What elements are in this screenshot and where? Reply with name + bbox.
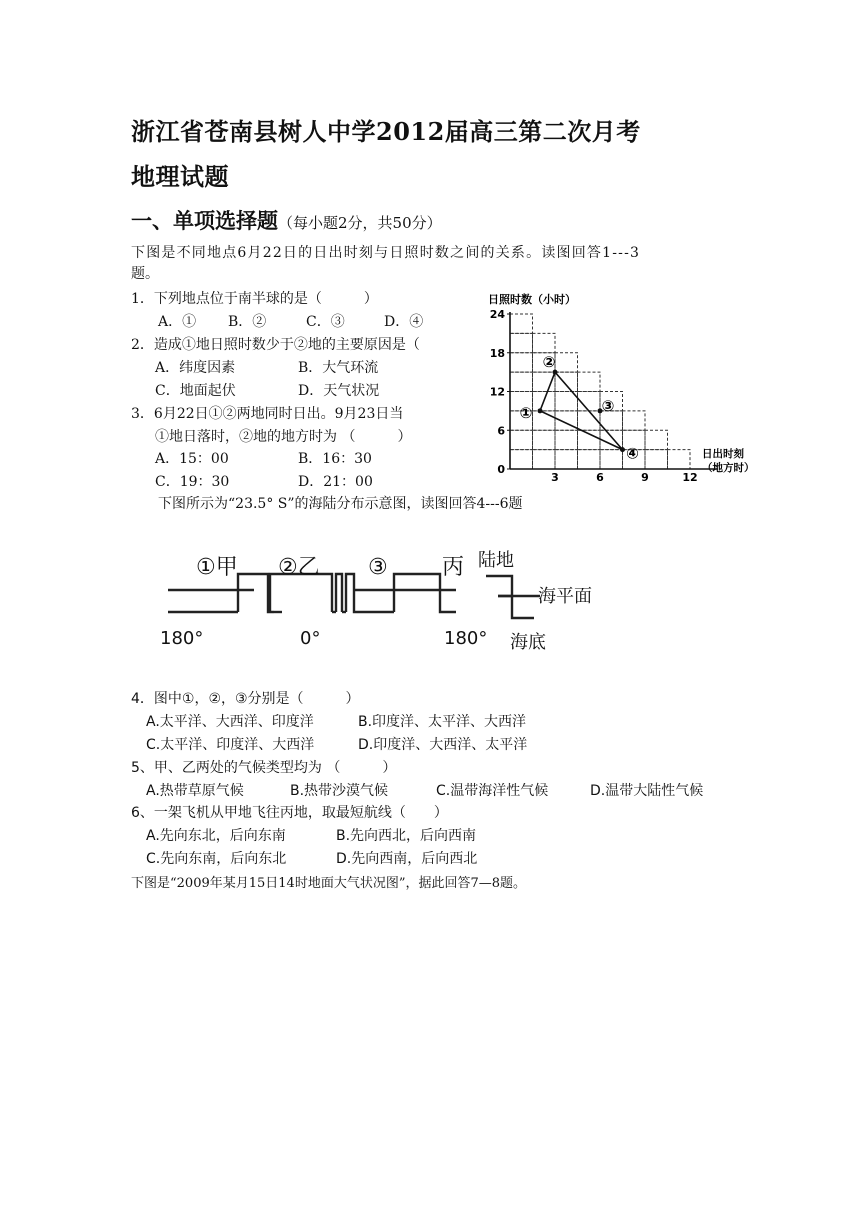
grid-cell [533, 430, 556, 449]
intro-1-line-1: 下图是不同地点6月22日的日出时刻与日照时数之间的关系。读图回答1---3 [131, 245, 641, 261]
q2-option-d: D．天气状况 [298, 383, 380, 399]
q1-option-b: B．② [228, 314, 267, 330]
q5-option-a: A.热带草原气候 [146, 783, 244, 799]
legend-sea-level-label: 海平面 [538, 586, 592, 607]
q4-option-a: A.太平洋、大西洋、印度洋 [146, 714, 314, 730]
q6-option-a: A.先向东北，后向东南 [146, 828, 286, 844]
profile-label-4: 丙 [442, 555, 465, 580]
profile-labels [196, 555, 464, 580]
axis-label-0: 0° [300, 628, 321, 649]
chart-x-tick-label: 6 [596, 471, 604, 483]
chart-y-tick-label: 6 [497, 424, 505, 438]
grid-cell [510, 430, 533, 449]
grid-cell [510, 372, 533, 391]
intro-1-line-2: 题。 [131, 266, 159, 282]
chart-point-label: ② [542, 353, 556, 372]
page-subtitle: 地理试题 [131, 162, 229, 191]
q1-option-a: A．① [158, 314, 197, 330]
grid-cell [623, 411, 646, 430]
profile-legend [478, 550, 592, 653]
chart-x-tick-label: 3 [551, 471, 559, 483]
chart-y-tick-label: 0 [497, 463, 505, 476]
intro-3: 下图是“2009年某月15日14时地面大气状况图”，据此回答7—8题。 [131, 876, 527, 891]
question-5-stem: 5、甲、乙两处的气候类型均为 （ ） [131, 760, 397, 776]
chart-ticks [490, 308, 698, 483]
chart-y-tick-label: 24 [489, 308, 505, 321]
axis-label-180-right: 180° [444, 628, 488, 649]
intro-2: 下图所示为“23.5° S”的海陆分布示意图，读图回答4---6题 [158, 496, 523, 512]
grid-cell [555, 353, 578, 372]
chart-x-axis-label-line-1: 日出时刻 [702, 448, 744, 460]
chart-point-label: ① [519, 403, 533, 422]
page-title: 浙江省苍南县树人中学2012届高三第二次月考 [131, 117, 641, 146]
chart-y-tick-label: 18 [489, 346, 505, 360]
question-2-stem: 2．造成①地日照时数少于②地的主要原因是（ [131, 337, 420, 353]
grid-cell [578, 450, 601, 469]
q6-option-d: D.先向西南，后向西北 [336, 851, 478, 867]
q4-option-b: B.印度洋、太平洋、大西洋 [358, 714, 527, 730]
q1-option-d: D．④ [384, 314, 424, 330]
q2-option-c: C．地面起伏 [155, 383, 236, 399]
section-heading [131, 205, 442, 235]
grid-cell [645, 430, 668, 449]
grid-cell [510, 314, 533, 333]
legend-land-mark [486, 576, 512, 596]
land-sea-profile-figure [150, 540, 610, 660]
question-1-stem: 1．下列地点位于南半球的是（ ） [131, 291, 378, 307]
q2-option-a: A．纬度因素 [155, 360, 236, 376]
grid-cell [510, 333, 533, 352]
q4-option-c: C.太平洋、印度洋、大西洋 [146, 737, 315, 753]
profile-label-2: ②乙 [278, 555, 320, 580]
q5-option-d: D.温带大陆性气候 [590, 783, 704, 799]
grid-cell [510, 450, 533, 469]
q6-option-c: C.先向东南，后向东北 [146, 851, 287, 867]
profile-lines [168, 574, 540, 618]
chart-marks [520, 353, 639, 463]
chart-point-label: ④ [626, 444, 639, 463]
legend-land-label: 陆地 [478, 550, 514, 571]
chart-grid [510, 314, 690, 469]
q3-option-d: D．21：00 [298, 474, 373, 490]
grid-cell [533, 411, 556, 430]
grid-cell [533, 450, 556, 469]
profile-label-3: ③ [368, 555, 388, 580]
chart-y-axis-label: 日照时数（小时） [488, 293, 576, 306]
section-heading-text: 一、单项选择题 [131, 209, 278, 233]
q6-option-b: B.先向西北，后向西南 [336, 828, 477, 844]
grid-cell [600, 450, 623, 469]
question-3-stem-line-1: 3．6月22日①②两地同时日出。9月23日当 [131, 406, 404, 422]
chart-point [538, 408, 543, 413]
q2-option-b: B．大气环流 [298, 360, 379, 376]
q5-option-c: C.温带海洋性气候 [436, 783, 549, 799]
q5-option-b: B.热带沙漠气候 [290, 783, 389, 799]
grid-cell [555, 430, 578, 449]
grid-cell [510, 353, 533, 372]
grid-cell [645, 450, 668, 469]
grid-cell [555, 450, 578, 469]
legend-seabed-mark [512, 596, 534, 618]
grid-cell [578, 372, 601, 391]
sunrise-chart [474, 288, 764, 483]
grid-cell [533, 333, 556, 352]
grid-cell [668, 450, 691, 469]
axis-label-180-left: 180° [160, 628, 204, 649]
chart-point [620, 447, 625, 452]
question-4-stem: 4．图中①，②，③分别是（ ） [131, 691, 360, 707]
legend-seabed-label: 海底 [510, 632, 546, 653]
chart-x-axis-label-line-2: （地方时） [702, 462, 755, 474]
chart-y-tick-label: 12 [489, 385, 505, 399]
q3-option-a: A．15：00 [155, 451, 229, 467]
land-block-1 [238, 574, 274, 612]
chart-point-label: ③ [601, 396, 615, 415]
q1-option-c: C．③ [306, 314, 345, 330]
chart-x-tick-label: 12 [682, 471, 698, 483]
question-6-stem: 6、一架飞机从甲地飞往丙地，取最短航线（ ） [131, 805, 448, 821]
profile-axis-labels [160, 628, 487, 649]
profile-label-1: ①甲 [196, 555, 238, 580]
q3-option-c: C．19：30 [155, 474, 230, 490]
section-note: （每小题2分，共50分） [278, 214, 442, 232]
chart-x-tick-label: 9 [641, 471, 649, 483]
land-block-3 [336, 574, 342, 612]
q4-option-d: D.印度洋、大西洋、太平洋 [358, 737, 528, 753]
question-3-stem-line-2: ①地日落时，②地的地方时为 （ ） [155, 429, 412, 445]
q3-option-b: B．16：30 [298, 451, 372, 467]
